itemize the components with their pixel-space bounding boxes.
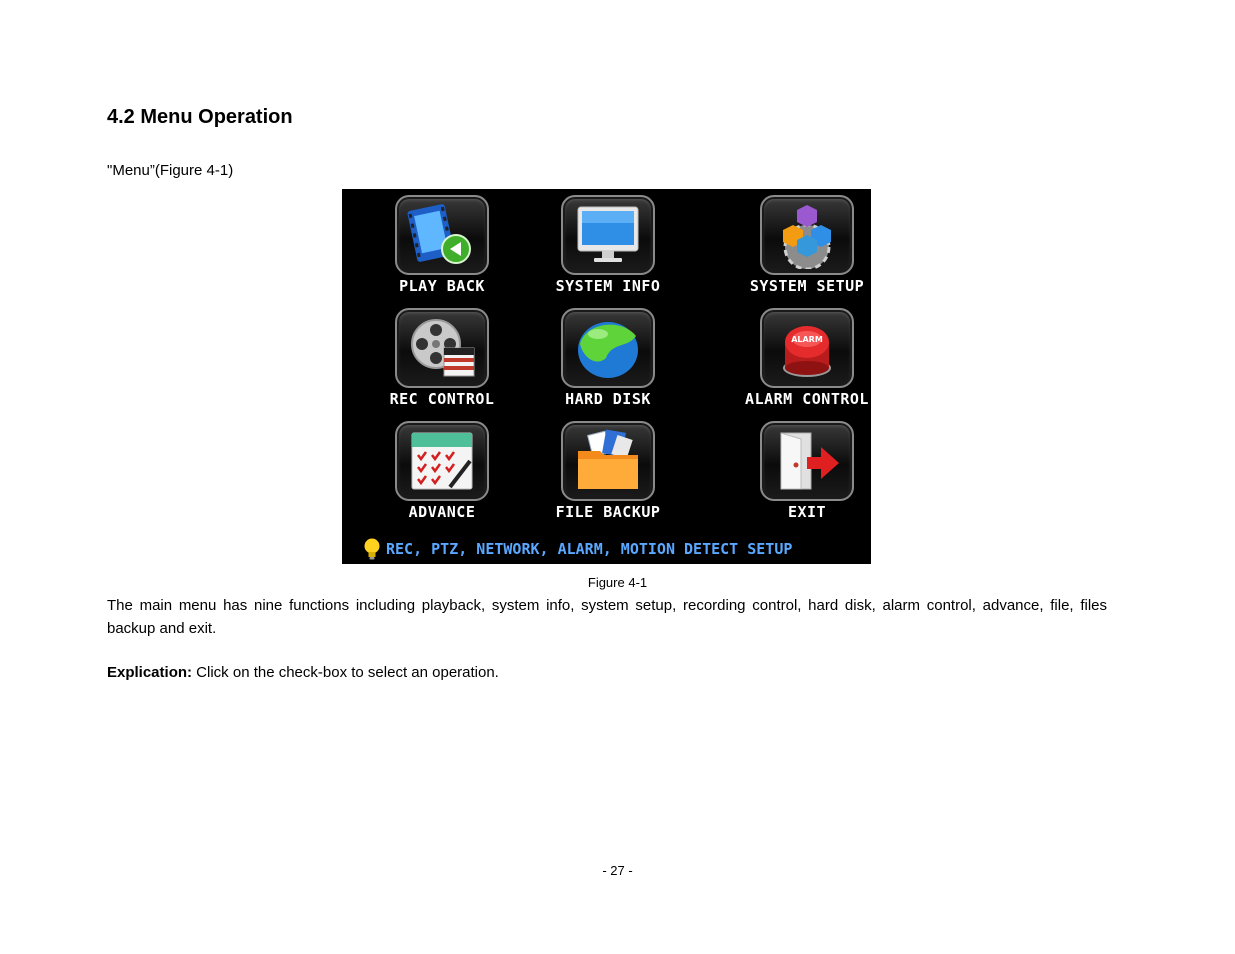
menu-screenshot	[342, 189, 871, 564]
page-number: - 27 -	[602, 863, 633, 878]
menu-item-label: EXIT	[787, 503, 827, 521]
menu-item-hard-disk[interactable]	[508, 302, 708, 410]
play-back-icon	[395, 195, 489, 275]
exit-door-icon	[760, 421, 854, 501]
menu-item-file-backup[interactable]	[508, 415, 708, 523]
explication-text: Click on the check-box to select an operation.	[192, 664, 499, 681]
menu-item-label: REC CONTROL	[389, 390, 495, 408]
explication-label: Explication:	[107, 664, 193, 681]
section-heading: 4.2 Menu Operation	[107, 106, 293, 128]
alarm-button-text: ALARM	[791, 335, 823, 344]
film-reel-icon	[395, 308, 489, 388]
intro-text: "Menu”(Figure 4-1)	[107, 162, 234, 179]
menu-item-alarm-control[interactable]	[707, 302, 871, 410]
monitor-icon	[561, 195, 655, 275]
menu-hint	[362, 537, 792, 561]
body-paragraph: The main menu has nine functions including playback, system info, system setup, recording control, hard disk, alarm control, advance, file, files backup and exit.	[107, 597, 1107, 637]
menu-item-label: ADVANCE	[408, 503, 476, 521]
menu-item-exit[interactable]	[707, 415, 871, 523]
explication-note	[107, 664, 499, 681]
figure-caption: Figure 4-1	[587, 575, 648, 590]
hint-text: REC, PTZ, NETWORK, ALARM, MOTION DETECT SETUP	[386, 540, 793, 558]
menu-item-label: ALARM CONTROL	[745, 390, 869, 408]
alarm-button-icon	[760, 308, 854, 388]
menu-item-label: SYSTEM INFO	[555, 277, 661, 295]
menu-item-system-info[interactable]	[508, 189, 708, 297]
menu-item-system-setup[interactable]	[707, 189, 871, 297]
menu-item-label: HARD DISK	[565, 390, 651, 408]
lightbulb-icon	[362, 537, 382, 561]
menu-item-label: PLAY BACK	[399, 277, 485, 295]
cubes-gear-icon	[760, 195, 854, 275]
menu-item-label: FILE BACKUP	[555, 503, 661, 521]
checklist-icon	[395, 421, 489, 501]
folder-icon	[561, 421, 655, 501]
menu-item-label: SYSTEM SETUP	[749, 277, 865, 295]
disk-icon	[561, 308, 655, 388]
